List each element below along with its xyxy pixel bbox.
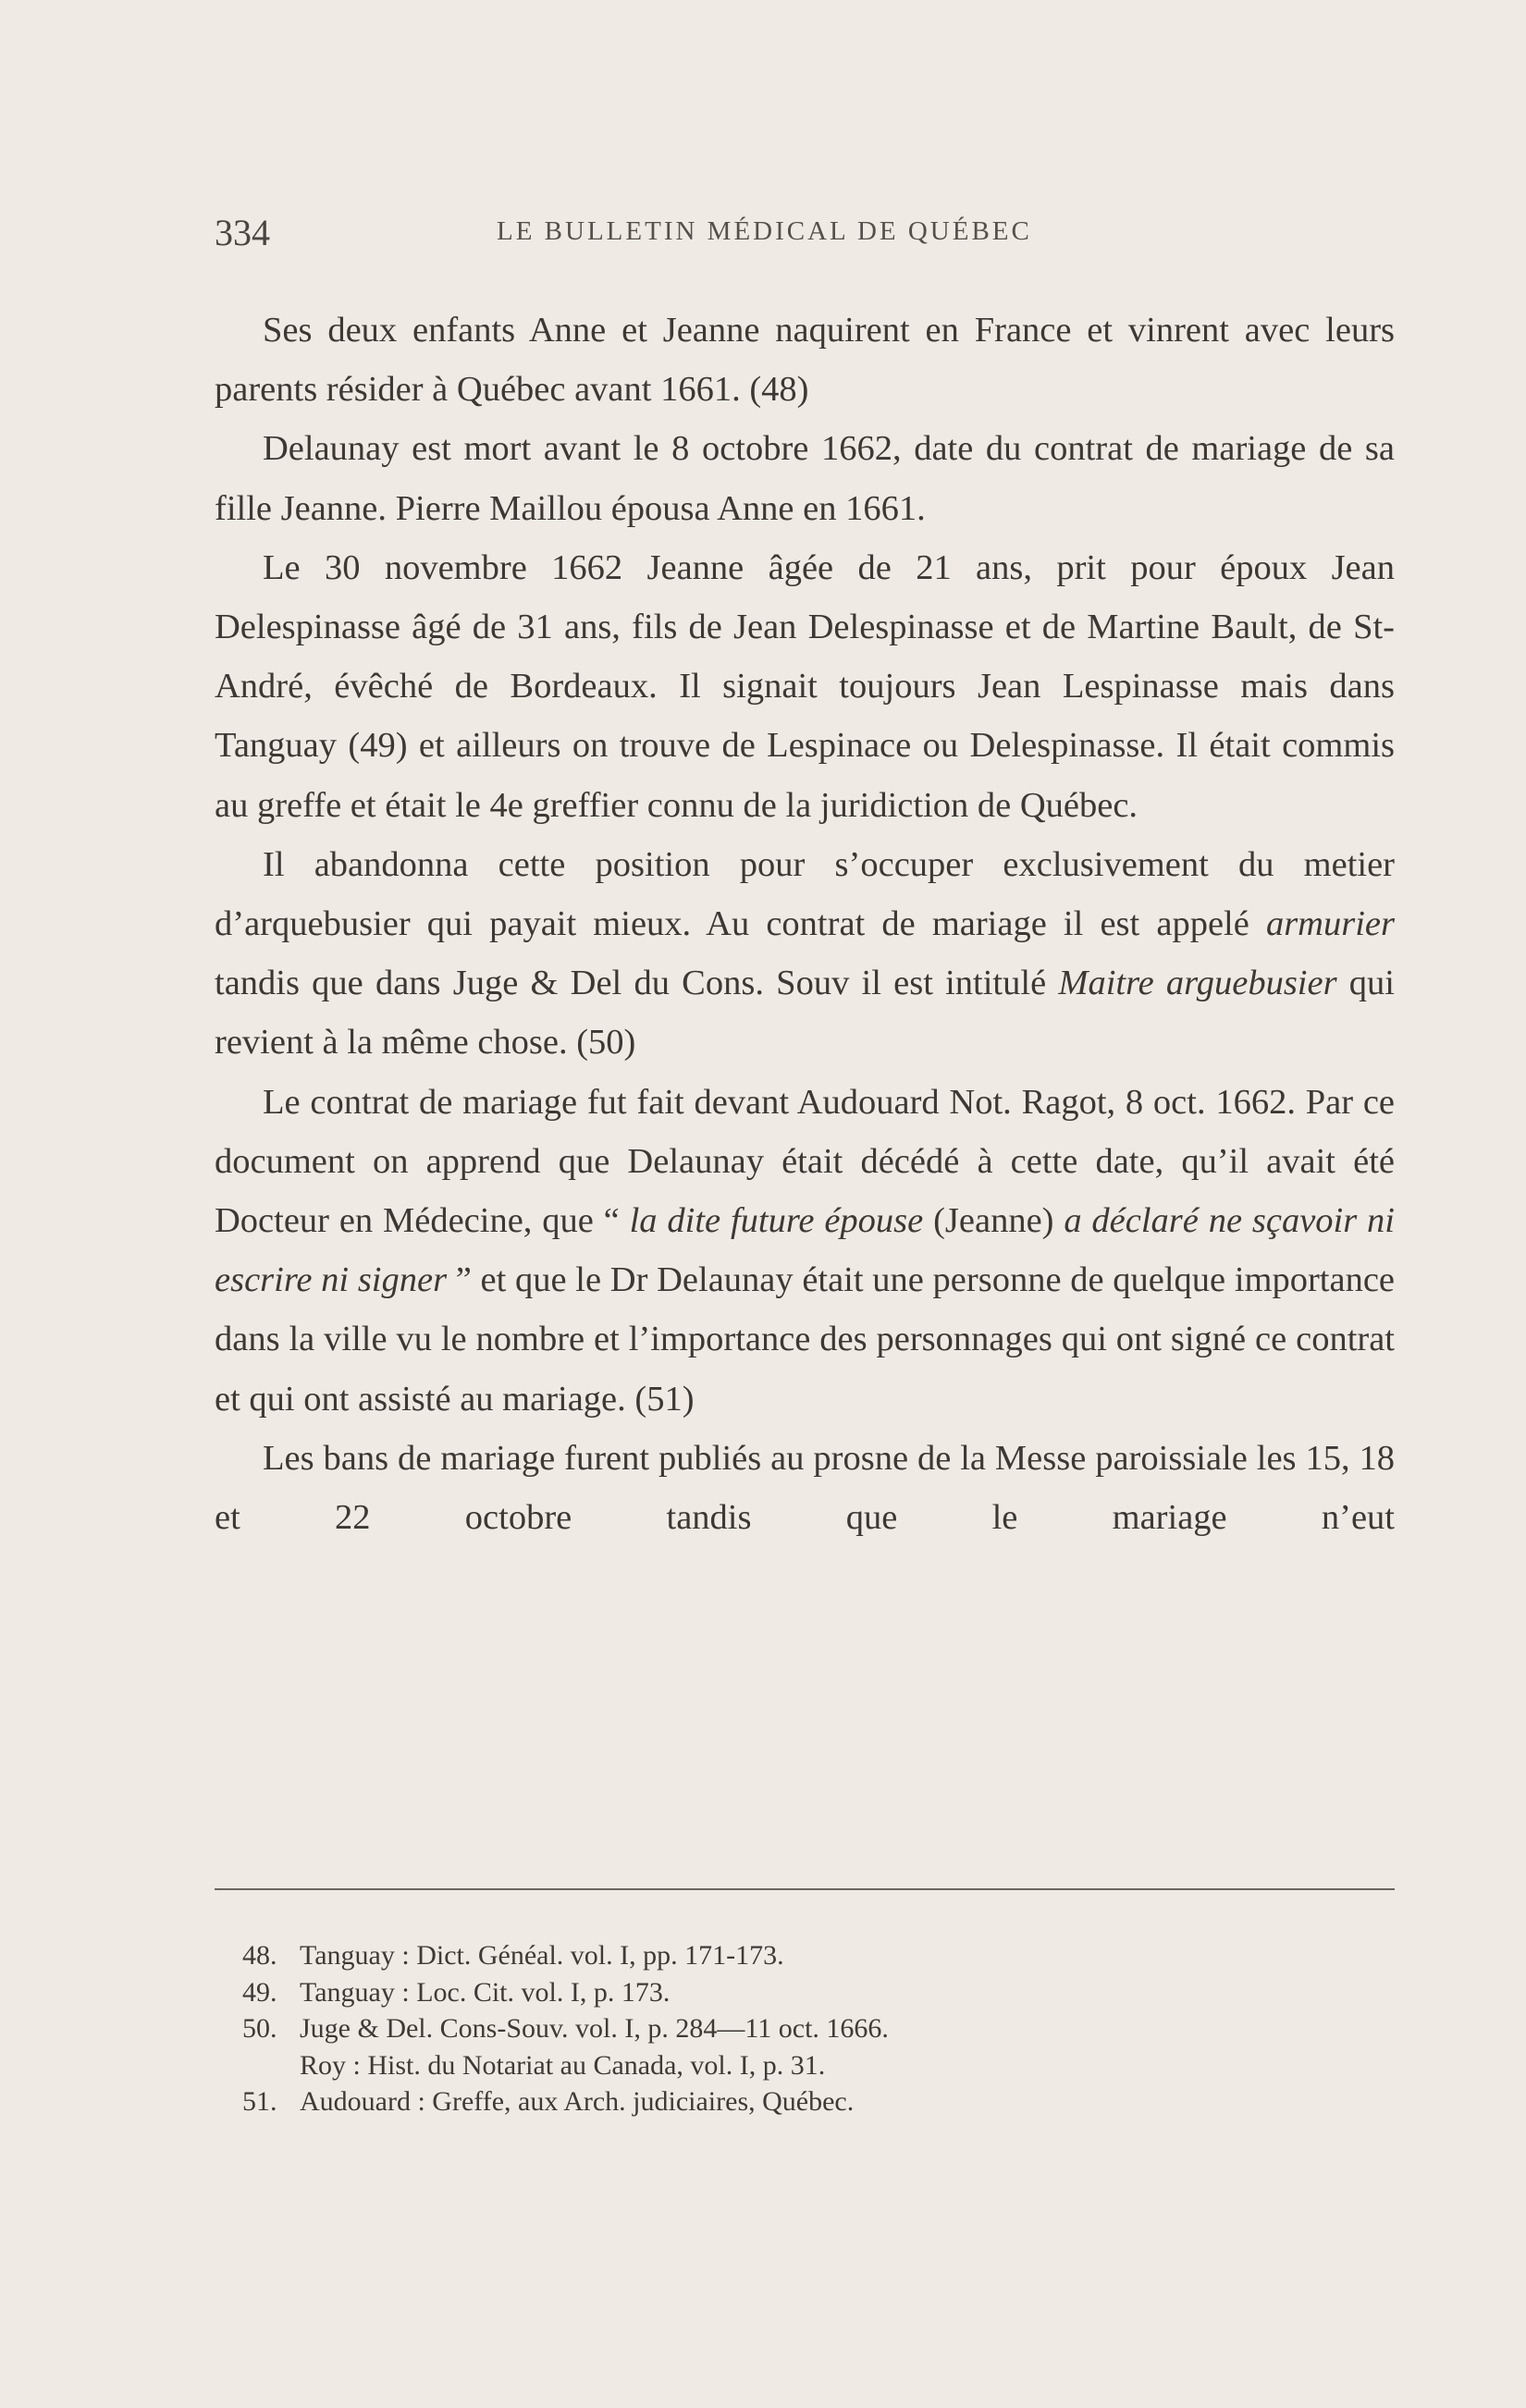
paragraph (215, 419, 1395, 537)
italic-term: Maitre arguebusier (1058, 964, 1337, 1003)
paragraph (215, 1073, 1395, 1429)
text-run: (Jeanne) (923, 1201, 1065, 1241)
footnote-number: 50. (242, 2013, 277, 2044)
footnote-text: Tanguay : Dict. Généal. vol. I, pp. 171-173. (300, 1940, 784, 1971)
page-number: 334 (215, 212, 270, 253)
footnote-number: 49. (242, 1976, 277, 2008)
text-run: ” et que le Dr Delaunay était une personne de quelque importance dans la ville vu le nombre et l’importance des personnages qui ont signé ce contrat et qui ont assisté au mariage. (51) (215, 1260, 1395, 1419)
paragraph (215, 301, 1395, 419)
footnote-text: Roy : Hist. du Notariat au Canada, vol. I, p. 31. (300, 2049, 826, 2081)
text-run: Le contrat de mariage fut fait devant Audouard Not. Ragot, 8 oct. 1662. Par ce document on apprend que Delaunay était décédé à cette date, qu’il avait été Docteur en Médecine, que “ (215, 1082, 1395, 1241)
footnote-number: 48. (242, 1940, 277, 1971)
paragraph (215, 538, 1395, 835)
text-run: tandis que dans Juge & Del du Cons. Souv il est intitulé (215, 964, 1059, 1003)
text-run: Le 30 novembre 1662 Jeanne âgée de 21 ans, prit pour époux Jean Delespinasse âgé de 31 ans, fils de Jean Delespinasse et de Martine Bault, de St-André, évêché de Bordeaux. Il signait toujours Jean Lespinasse mais dans Tanguay (49) et ailleurs on trouve de Lespinace ou Delespinasse. Il était commis au greffe et était le 4e greffier connu de la juridiction de Québec. (215, 547, 1395, 825)
footnote-divider (215, 1888, 1395, 1890)
footnote-text: Tanguay : Loc. Cit. vol. I, p. 173. (300, 1976, 671, 2008)
footnote (242, 2083, 1306, 2120)
footnotes (242, 1937, 1306, 2120)
text-run: Delaunay est mort avant le 8 octobre 1662, date du contrat de mariage de sa fille Jeanne. Pierre Maillou épousa Anne en 1661. (215, 429, 1395, 528)
footnote-number: 51. (242, 2086, 277, 2117)
page-header (215, 205, 1395, 261)
text-run: Ses deux enfants Anne et Jeanne naquirent en France et vinrent avec leurs parents résider à Québec avant 1661. (48) (215, 311, 1395, 410)
paragraph (215, 835, 1395, 1073)
text-run: Il abandonna cette position pour s’occuper exclusivement du metier d’arquebusier qui payait mieux. Au contrat de mariage il est appelé (215, 844, 1395, 944)
main-text (215, 301, 1395, 1547)
footnote-text: Juge & Del. Cons-Souv. vol. I, p. 284—11 oct. 1666. (300, 2013, 889, 2044)
text-run: Les bans de mariage furent publiés au prosne de la Messe paroissiale les 15, 18 et 22 octobre tandis que le mariage n’eut (215, 1438, 1395, 1538)
footnote-continuation (242, 2047, 1306, 2084)
italic-quote: a déclaré ne sçavoir ni escrire ni signer (215, 1201, 1395, 1300)
italic-quote: la dite future épouse (629, 1201, 924, 1241)
footnote (242, 1974, 1306, 2011)
italic-term: armurier (1265, 904, 1395, 944)
text-run: qui revient à la même chose. (50) (215, 964, 1395, 1063)
footnote (242, 2010, 1306, 2047)
paragraph (215, 1429, 1395, 1547)
footnote-text: Audouard : Greffe, aux Arch. judiciaires, Québec. (300, 2086, 855, 2117)
footnote (242, 1937, 1306, 1974)
running-title: LE BULLETIN MÉDICAL DE QUÉBEC (497, 216, 1032, 246)
